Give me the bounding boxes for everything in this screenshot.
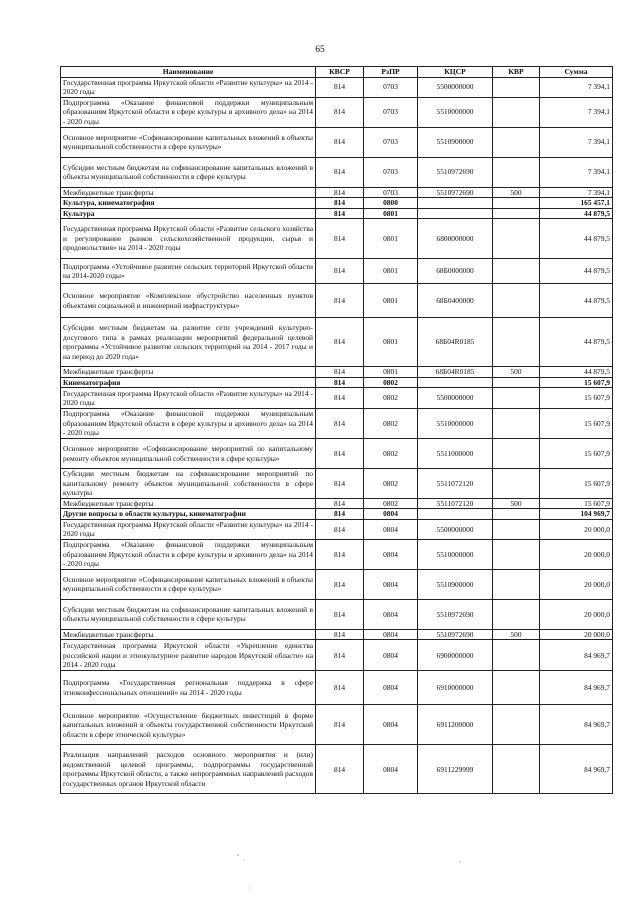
cell-kcsr: 5511072120 bbox=[418, 469, 493, 499]
cell-name: Государственная программа Иркутской области «Укрепление единства российской нации и этнокультурное развитие народов Иркутской области» на 2014 - 2020 годы bbox=[61, 640, 316, 671]
cell-rzpr: 0804 bbox=[364, 705, 418, 745]
cell-kvsr: 814 bbox=[316, 569, 364, 599]
cell-rzpr: 0801 bbox=[364, 259, 418, 284]
cell-kvr bbox=[493, 208, 540, 218]
cell-name: Подпрограмма «Оказание финансовой поддержки муниципальным образованиям Иркутской области в сфере культуры и архивного дела» на 2014 - 2020 годы bbox=[61, 409, 316, 439]
cell-kvr bbox=[493, 127, 540, 157]
cell-name: Межбюджетные трансферты bbox=[61, 187, 316, 197]
cell-kvsr: 814 bbox=[316, 219, 364, 259]
cell-sum: 15 607,9 bbox=[540, 388, 613, 409]
cell-sum: 15 607,9 bbox=[540, 377, 613, 387]
cell-kvsr: 814 bbox=[316, 745, 364, 794]
cell-rzpr: 0804 bbox=[364, 745, 418, 794]
cell-name: Государственная программа Иркутской области «Развитие сельского хозяйства и регулирование рынков сельскохозяйственной продукции, сырья и продовольствия» на 2014 - 2020 годы bbox=[61, 219, 316, 259]
cell-kvr: 500 bbox=[493, 187, 540, 197]
table-row bbox=[61, 198, 613, 208]
cell-name: Основное мероприятие «Софинансирование капитальных вложений в объекты муниципальной собственности в сфере культуры» bbox=[61, 127, 316, 157]
cell-name: Межбюджетные трансферты bbox=[61, 499, 316, 509]
cell-kvr bbox=[493, 469, 540, 499]
cell-kcsr: 68Б0400000 bbox=[418, 284, 493, 318]
cell-kvsr: 814 bbox=[316, 519, 364, 539]
cell-kcsr: 6911200000 bbox=[418, 705, 493, 745]
cell-sum: 15 607,9 bbox=[540, 469, 613, 499]
cell-kcsr: 5510000000 bbox=[418, 409, 493, 439]
cell-kcsr: 5510000000 bbox=[418, 97, 493, 127]
cell-rzpr: 0804 bbox=[364, 629, 418, 639]
cell-sum: 104 969,7 bbox=[540, 509, 613, 519]
cell-kvsr: 814 bbox=[316, 97, 364, 127]
cell-rzpr: 0804 bbox=[364, 599, 418, 629]
cell-sum: 20 000,0 bbox=[540, 629, 613, 639]
cell-kcsr: 5510000000 bbox=[418, 539, 493, 569]
header-kcsr: КЦСР bbox=[418, 67, 493, 78]
table-row bbox=[61, 439, 613, 469]
header-kvr: КВР bbox=[493, 67, 540, 78]
cell-kvr bbox=[493, 599, 540, 629]
cell-kcsr: 68Б0000000 bbox=[418, 259, 493, 284]
cell-sum: 44 879,5 bbox=[540, 367, 613, 377]
cell-kcsr: 68Б04R0185 bbox=[418, 318, 493, 367]
table-row bbox=[61, 599, 613, 629]
cell-rzpr: 0703 bbox=[364, 187, 418, 197]
cell-kvr bbox=[493, 409, 540, 439]
header-kvsr: КВСР bbox=[316, 67, 364, 78]
cell-kcsr bbox=[418, 208, 493, 218]
table-row bbox=[61, 671, 613, 705]
cell-name: Реализация направлений расходов основного мероприятия и (или) ведомственной целевой программы, подпрограммы государственной программы Иркутской области, а также непрограммных направлений расходов государственных органов Иркутской области bbox=[61, 745, 316, 794]
cell-kvr bbox=[493, 77, 540, 97]
cell-sum: 44 879,5 bbox=[540, 284, 613, 318]
cell-kvr bbox=[493, 745, 540, 794]
cell-kvsr: 814 bbox=[316, 187, 364, 197]
table-row bbox=[61, 640, 613, 671]
cell-sum: 7 394,1 bbox=[540, 97, 613, 127]
cell-sum: 15 607,9 bbox=[540, 439, 613, 469]
cell-kvsr: 814 bbox=[316, 439, 364, 469]
cell-name: Основное мероприятие «Софинансирование мероприятий по капитальному ремонту объектов муниципальной собственности в сфере культуры» bbox=[61, 439, 316, 469]
cell-kcsr: 5510972690 bbox=[418, 599, 493, 629]
cell-kvr bbox=[493, 519, 540, 539]
cell-kvsr: 814 bbox=[316, 409, 364, 439]
cell-rzpr: 0801 bbox=[364, 367, 418, 377]
cell-rzpr: 0801 bbox=[364, 208, 418, 218]
table-row bbox=[61, 469, 613, 499]
cell-kcsr: 5500000000 bbox=[418, 519, 493, 539]
table-row bbox=[61, 77, 613, 97]
cell-name: Культура bbox=[61, 208, 316, 218]
table-row bbox=[61, 367, 613, 377]
header-rzpr: РзПР bbox=[364, 67, 418, 78]
cell-kvsr: 814 bbox=[316, 157, 364, 187]
table-row bbox=[61, 208, 613, 218]
cell-kvsr: 814 bbox=[316, 509, 364, 519]
table-row bbox=[61, 219, 613, 259]
cell-kvr: 500 bbox=[493, 629, 540, 639]
cell-name: Государственная программа Иркутской области «Развитие культуры» на 2014 - 2020 годы bbox=[61, 519, 316, 539]
cell-sum: 15 607,9 bbox=[540, 409, 613, 439]
cell-rzpr: 0802 bbox=[364, 439, 418, 469]
table-row bbox=[61, 539, 613, 569]
cell-kcsr bbox=[418, 377, 493, 387]
cell-sum: 15 607,9 bbox=[540, 499, 613, 509]
cell-kcsr bbox=[418, 198, 493, 208]
table-body bbox=[61, 77, 613, 794]
cell-kvsr: 814 bbox=[316, 629, 364, 639]
cell-name: Основное мероприятие «Комплексное обустройство населенных пунктов объектами социальной и инженерной инфраструктуры» bbox=[61, 284, 316, 318]
cell-kvsr: 814 bbox=[316, 640, 364, 671]
table-row bbox=[61, 409, 613, 439]
cell-name: Субсидии местным бюджетам на софинансирование капитальных вложений в объекты муниципальной собственности в сфере культуры bbox=[61, 599, 316, 629]
cell-rzpr: 0802 bbox=[364, 469, 418, 499]
cell-name: Государственная программа Иркутской области «Развитие культуры» на 2014 - 2020 годы bbox=[61, 388, 316, 409]
table-row bbox=[61, 377, 613, 387]
cell-rzpr: 0703 bbox=[364, 77, 418, 97]
table-row bbox=[61, 499, 613, 509]
cell-kvsr: 814 bbox=[316, 318, 364, 367]
cell-kvr bbox=[493, 198, 540, 208]
cell-sum: 44 879,5 bbox=[540, 219, 613, 259]
cell-kvsr: 814 bbox=[316, 208, 364, 218]
cell-kvsr: 814 bbox=[316, 259, 364, 284]
cell-name: Основное мероприятие «Осуществление бюджетных инвестиций в форме капитальных вложений в объекты государственной собственности Иркутской области в сфере этнической культуры» bbox=[61, 705, 316, 745]
cell-kcsr: 5511072120 bbox=[418, 499, 493, 509]
cell-kvr bbox=[493, 539, 540, 569]
cell-sum: 20 000,0 bbox=[540, 519, 613, 539]
cell-kvsr: 814 bbox=[316, 377, 364, 387]
cell-rzpr: 0801 bbox=[364, 219, 418, 259]
cell-kcsr: 6911229999 bbox=[418, 745, 493, 794]
table-row bbox=[61, 127, 613, 157]
cell-rzpr: 0804 bbox=[364, 640, 418, 671]
cell-name: Культура, кинематография bbox=[61, 198, 316, 208]
cell-kcsr: 6900000000 bbox=[418, 640, 493, 671]
cell-kvr: 500 bbox=[493, 367, 540, 377]
table-row bbox=[61, 569, 613, 599]
cell-kcsr: 5510972690 bbox=[418, 187, 493, 197]
cell-kcsr bbox=[418, 509, 493, 519]
cell-kcsr: 5510900000 bbox=[418, 569, 493, 599]
cell-kcsr: 5500000000 bbox=[418, 388, 493, 409]
cell-rzpr: 0802 bbox=[364, 499, 418, 509]
cell-name: Подпрограмма «Оказание финансовой поддержки муниципальным образованиям Иркутской области в сфере культуры и архивного дела» на 2014 - 2020 годы bbox=[61, 539, 316, 569]
page-number: 65 bbox=[315, 45, 325, 55]
cell-kvr bbox=[493, 318, 540, 367]
cell-rzpr: 0804 bbox=[364, 569, 418, 599]
cell-name: Другие вопросы в области культуры, кинематографии bbox=[61, 509, 316, 519]
cell-sum: 44 879,5 bbox=[540, 259, 613, 284]
cell-rzpr: 0801 bbox=[364, 318, 418, 367]
cell-kcsr: 6800000000 bbox=[418, 219, 493, 259]
header-name: Наименование bbox=[61, 67, 316, 78]
cell-sum: 7 394,1 bbox=[540, 187, 613, 197]
cell-rzpr: 0800 bbox=[364, 198, 418, 208]
cell-kvr bbox=[493, 388, 540, 409]
cell-name: Межбюджетные трансферты bbox=[61, 629, 316, 639]
cell-sum: 84 969,7 bbox=[540, 671, 613, 705]
cell-kcsr: 5510972690 bbox=[418, 629, 493, 639]
cell-kvr bbox=[493, 219, 540, 259]
cell-sum: 20 000,0 bbox=[540, 539, 613, 569]
table-header-row bbox=[61, 67, 613, 78]
cell-kvsr: 814 bbox=[316, 671, 364, 705]
cell-name: Субсидии местным бюджетам на софинансирование мероприятий по капитальному ремонту объектов муниципальной собственности в сфере культуры bbox=[61, 469, 316, 499]
cell-kvr bbox=[493, 157, 540, 187]
cell-rzpr: 0703 bbox=[364, 157, 418, 187]
cell-kvr bbox=[493, 640, 540, 671]
cell-rzpr: 0802 bbox=[364, 388, 418, 409]
cell-kvsr: 814 bbox=[316, 599, 364, 629]
header-sum: Сумма bbox=[540, 67, 613, 78]
cell-kcsr: 5510900000 bbox=[418, 127, 493, 157]
cell-sum: 7 394,1 bbox=[540, 157, 613, 187]
cell-rzpr: 0804 bbox=[364, 519, 418, 539]
cell-kvr bbox=[493, 439, 540, 469]
cell-sum: 7 394,1 bbox=[540, 77, 613, 97]
cell-rzpr: 0802 bbox=[364, 409, 418, 439]
table-row bbox=[61, 629, 613, 639]
cell-sum: 20 000,0 bbox=[540, 569, 613, 599]
cell-sum: 7 394,1 bbox=[540, 127, 613, 157]
table-row bbox=[61, 187, 613, 197]
table-row bbox=[61, 157, 613, 187]
cell-kvr bbox=[493, 284, 540, 318]
cell-kvsr: 814 bbox=[316, 198, 364, 208]
cell-sum: 44 879,5 bbox=[540, 208, 613, 218]
cell-kcsr: 6910000000 bbox=[418, 671, 493, 705]
cell-sum: 84 969,7 bbox=[540, 745, 613, 794]
cell-kvr bbox=[493, 259, 540, 284]
table-row bbox=[61, 519, 613, 539]
cell-name: Основное мероприятие «Софинансирование капитальных вложений в объекты муниципальной собственности в сфере культуры» bbox=[61, 569, 316, 599]
cell-kvsr: 814 bbox=[316, 388, 364, 409]
cell-kvr bbox=[493, 569, 540, 599]
cell-sum: 20 000,0 bbox=[540, 599, 613, 629]
cell-name: Субсидии местным бюджетам на развитие сети учреждений культурно-досугового типа в рамках реализации мероприятий федеральной целевой программы «Устойчивое развитие сельских территорий на 2014 - 2017 годы и на период до 2020 года» bbox=[61, 318, 316, 367]
cell-rzpr: 0703 bbox=[364, 127, 418, 157]
cell-kcsr: 68Б04R0185 bbox=[418, 367, 493, 377]
cell-kvsr: 814 bbox=[316, 705, 364, 745]
budget-table bbox=[60, 66, 613, 794]
table-row bbox=[61, 745, 613, 794]
cell-kvsr: 814 bbox=[316, 539, 364, 569]
cell-rzpr: 0703 bbox=[364, 97, 418, 127]
cell-kvr bbox=[493, 705, 540, 745]
cell-rzpr: 0804 bbox=[364, 509, 418, 519]
table-row bbox=[61, 388, 613, 409]
cell-kvr bbox=[493, 97, 540, 127]
cell-kvsr: 814 bbox=[316, 499, 364, 509]
cell-name: Субсидии местным бюджетам на софинансирование капитальных вложений в объекты муниципальной собственности в сфере культуры bbox=[61, 157, 316, 187]
cell-sum: 84 969,7 bbox=[540, 705, 613, 745]
cell-kcsr: 5511000000 bbox=[418, 439, 493, 469]
cell-name: Подпрограмма «Государственная региональная поддержка в сфере этноконфессиональных отношений» на 2014 - 2020 годы bbox=[61, 671, 316, 705]
cell-kvsr: 814 bbox=[316, 367, 364, 377]
cell-sum: 165 457,1 bbox=[540, 198, 613, 208]
cell-kvsr: 814 bbox=[316, 127, 364, 157]
table-row bbox=[61, 97, 613, 127]
cell-kcsr: 5500000000 bbox=[418, 77, 493, 97]
table-row bbox=[61, 509, 613, 519]
cell-kvsr: 814 bbox=[316, 469, 364, 499]
cell-kvr bbox=[493, 377, 540, 387]
cell-kvr bbox=[493, 509, 540, 519]
table-row bbox=[61, 318, 613, 367]
cell-kvsr: 814 bbox=[316, 284, 364, 318]
cell-kcsr: 5510972690 bbox=[418, 157, 493, 187]
cell-kvr bbox=[493, 671, 540, 705]
cell-name: Кинематография bbox=[61, 377, 316, 387]
table-row bbox=[61, 259, 613, 284]
table-row bbox=[61, 705, 613, 745]
cell-name: Подпрограмма «Оказание финансовой поддержки муниципальным образованиям Иркутской области в сфере культуры и архивного дела» на 2014 - 2020 годы bbox=[61, 97, 316, 127]
cell-kvr: 500 bbox=[493, 499, 540, 509]
cell-rzpr: 0801 bbox=[364, 284, 418, 318]
cell-kvsr: 814 bbox=[316, 77, 364, 97]
cell-sum: 84 969,7 bbox=[540, 640, 613, 671]
cell-rzpr: 0802 bbox=[364, 377, 418, 387]
cell-rzpr: 0804 bbox=[364, 671, 418, 705]
cell-rzpr: 0804 bbox=[364, 539, 418, 569]
cell-name: Межбюджетные трансферты bbox=[61, 367, 316, 377]
cell-name: Подпрограмма «Устойчивое развитие сельских территорий Иркутской области на 2014-2020 годы» bbox=[61, 259, 316, 284]
cell-sum: 44 879,5 bbox=[540, 318, 613, 367]
cell-name: Государственная программа Иркутской области «Развитие культуры» на 2014 - 2020 годы bbox=[61, 77, 316, 97]
table-row bbox=[61, 284, 613, 318]
